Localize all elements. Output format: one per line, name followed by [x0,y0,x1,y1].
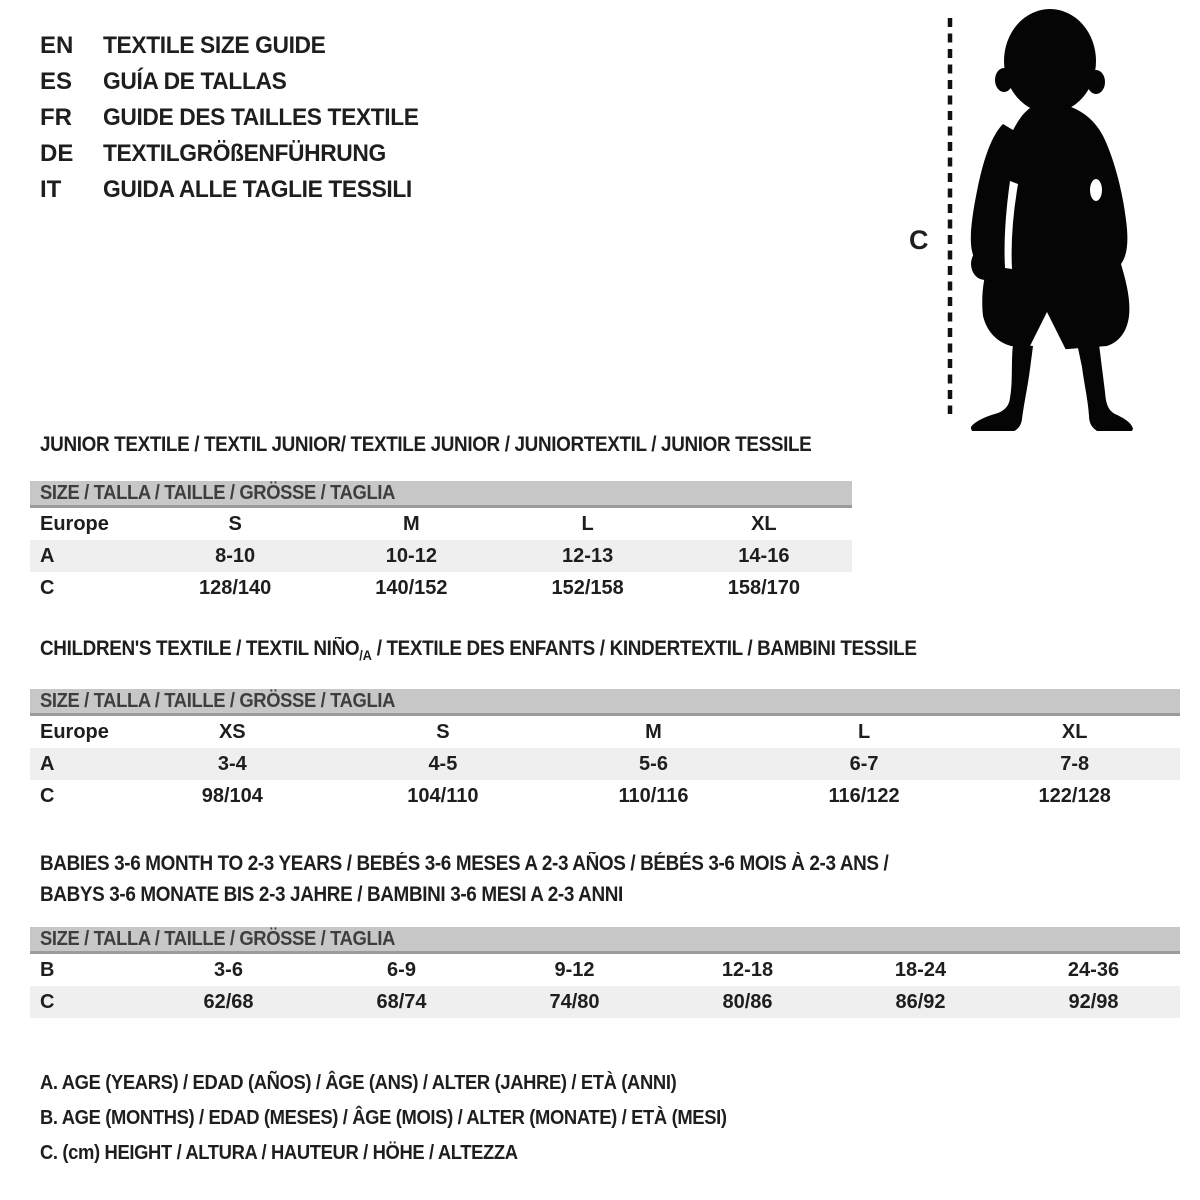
age-cell: 7-8 [1060,752,1090,775]
age-cell: 3-6 [214,958,243,981]
junior-section-heading: JUNIOR TEXTILE / TEXTIL JUNIOR/ TEXTILE JUNIOR / JUNIORTEXTIL / JUNIOR TESSILE [40,433,812,456]
language-row-en [40,28,435,64]
height-cell: 104/110 [407,784,479,807]
height-cell: 86/92 [895,990,946,1013]
footnote-age-months: B. AGE (MONTHS) / EDAD (MESES) / ÂGE (MOIS) / ALTER (MONATE) / ETÀ (MESI) [40,1107,727,1129]
language-title: GUIDA ALLE TAGLIE TESSILI [103,176,412,203]
row-label: B [40,958,55,981]
size-cell: L [857,720,871,743]
babies-size-table [30,927,1180,1018]
height-cell: 116/122 [828,784,900,807]
size-cell: L [581,512,594,535]
height-cell: 140/152 [375,576,448,599]
age-cell: 18-24 [894,958,947,981]
table-row-age-months [30,954,1180,986]
size-cell: XS [218,720,246,743]
language-title: TEXTILGRÖßENFÜHRUNG [103,140,386,167]
table-row-age-years [30,748,1180,780]
height-cell: 92/98 [1068,990,1119,1013]
height-cell: 68/74 [376,990,427,1013]
legend-footnotes [40,1066,786,1171]
row-label: C [40,784,55,807]
table-row-age-years [30,540,852,572]
language-code: ES [40,68,73,95]
language-code: FR [40,104,72,131]
table-row-europe [30,508,852,540]
size-cell: XL [1061,720,1088,743]
age-cell: 4-5 [428,752,458,775]
row-label: A [40,544,55,567]
size-cell: S [436,720,450,743]
language-title: TEXTILE SIZE GUIDE [103,32,326,59]
height-cell: 98/104 [201,784,263,807]
table-row-height-cm [30,780,1180,812]
age-cell: 12-13 [562,544,614,567]
size-table-header-bar: SIZE / TALLA / TAILLE / GRÖSSE / TAGLIA [30,689,1180,716]
babies-section-heading: BABIES 3-6 MONTH TO 2-3 YEARS / BEBÉS 3-6 MESES A 2-3 AÑOS / BÉBÉS 3-6 MOIS À 2-3 ANS / BABYS 3-6 MONATE BIS 2-3 JAHRE / BAMBINI 3-6 MESI A 2-3 ANNI [40,852,889,906]
age-cell: 5-6 [639,752,668,775]
height-cell: 152/158 [551,576,624,599]
size-table-header-bar: SIZE / TALLA / TAILLE / GRÖSSE / TAGLIA [30,927,1180,954]
size-cell: M [403,512,420,535]
language-row-es [40,64,435,100]
height-measure-label: C [909,225,929,255]
toddler-silhouette [971,9,1133,431]
age-cell: 9-12 [554,958,595,981]
language-row-de [40,136,435,172]
size-cell: M [645,720,662,743]
table-row-europe [30,716,1180,748]
size-table-header-bar: SIZE / TALLA / TAILLE / GRÖSSE / TAGLIA [30,481,852,508]
row-label: Europe [40,720,109,743]
age-cell: 14-16 [738,544,790,567]
children-section-heading: CHILDREN'S TEXTILE / TEXTIL $NIÑO_{/A}$ / TEXTILE DES ENFANTS / KINDERTEXTIL / BAMBINI TESSILE [40,637,917,663]
toddler-silhouette-figure [895,6,1200,431]
height-cell: 110/116 [618,784,689,807]
height-cell: 80/86 [722,990,773,1013]
children-size-table [30,689,1180,812]
row-label: A [40,752,55,775]
language-code: DE [40,140,74,167]
size-cell: S [228,512,242,535]
language-code: IT [40,176,62,203]
height-cell: 74/80 [549,990,600,1013]
height-cell: 122/128 [1038,784,1111,807]
age-cell: 8-10 [215,544,256,567]
junior-size-table [30,481,852,604]
height-cell: 62/68 [203,990,254,1013]
language-row-it [40,172,435,208]
language-row-fr [40,100,435,136]
footnote-height-cm: C. (cm) HEIGHT / ALTURA / HAUTEUR / HÖHE / ALTEZZA [40,1142,518,1164]
age-cell: 12-18 [721,958,774,981]
language-title: GUÍA DE TALLAS [103,68,287,95]
row-label: Europe [40,512,109,535]
age-cell: 24-36 [1067,958,1120,981]
age-cell: 3-4 [217,752,247,775]
table-row-height-cm [30,572,852,604]
language-code: EN [40,32,74,59]
language-title-list [40,28,435,208]
age-cell: 6-9 [387,958,416,981]
nino-a-subscript: /A [359,647,372,663]
row-label: C [40,990,55,1013]
age-cell: 6-7 [849,752,879,775]
size-cell: XL [751,512,777,535]
height-cell: 158/170 [727,576,801,599]
footnote-age-years: A. AGE (YEARS) / EDAD (AÑOS) / ÂGE (ANS) / ALTER (JAHRE) / ETÀ (ANNI) [40,1072,677,1094]
table-row-height-cm [30,986,1180,1018]
language-title: GUIDE DES TAILLES TEXTILE [103,104,419,131]
age-cell: 10-12 [385,544,437,567]
row-label: C [40,576,55,599]
height-cell: 128/140 [198,576,272,599]
